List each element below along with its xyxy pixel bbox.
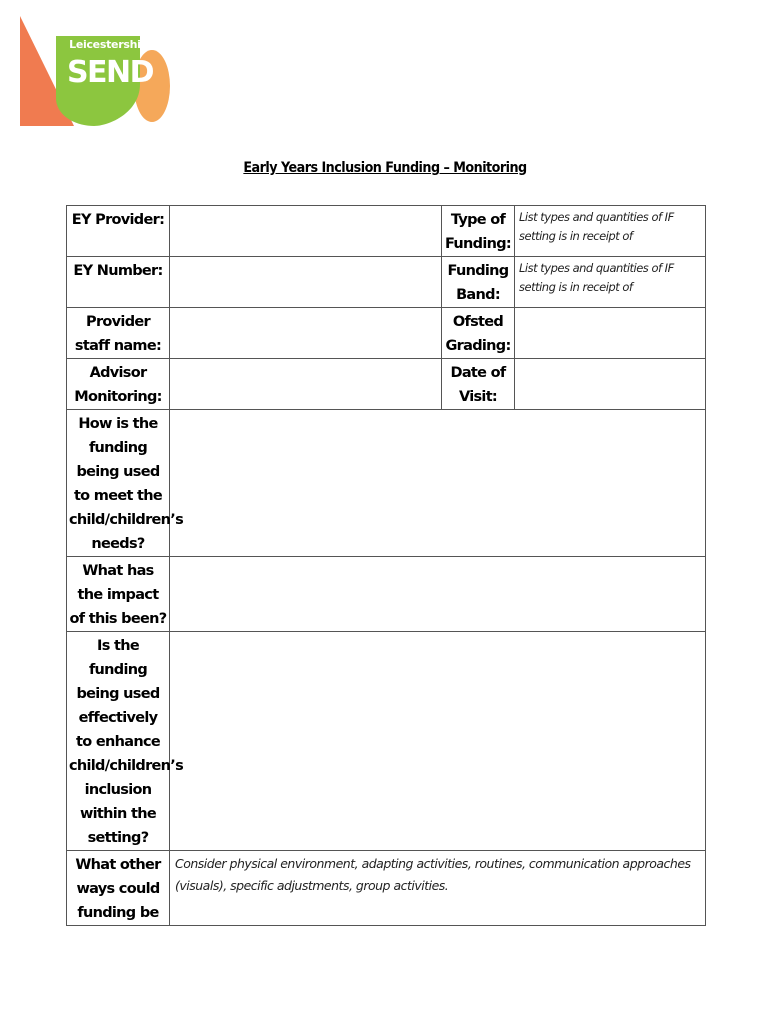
form-row — [67, 359, 706, 410]
provider-staff-field[interactable] — [170, 308, 442, 359]
logo-text-leicestershire: Leicestershire — [69, 38, 153, 51]
form-row — [67, 206, 706, 257]
form-row — [67, 308, 706, 359]
ey-number-label: EY Number: — [67, 257, 170, 308]
inclusion-answer[interactable] — [170, 632, 706, 851]
funding-band-field[interactable]: List types and quantities of IF setting is in receipt of — [515, 257, 706, 308]
funding-band-label: Funding Band: — [442, 257, 515, 308]
other-ways-answer[interactable]: Consider physical environment, adapting activities, routines, communication approaches (visuals), specific adjustments, group activities. — [170, 851, 706, 926]
ey-provider-field[interactable] — [170, 206, 442, 257]
document-title: Early Years Inclusion Funding – Monitoring — [243, 160, 527, 176]
inclusion-question: Is the funding being used effectively to enhance child/children’s inclusion within the setting? — [67, 632, 170, 851]
date-of-visit-label: Date of Visit: — [442, 359, 515, 410]
form-row — [67, 257, 706, 308]
type-of-funding-field[interactable]: List types and quantities of IF setting is in receipt of — [515, 206, 706, 257]
form-row — [67, 410, 706, 557]
funding-use-answer[interactable] — [170, 410, 706, 557]
monitoring-form-table — [66, 205, 706, 926]
impact-question: What has the impact of this been? — [67, 557, 170, 632]
provider-staff-label: Provider staff name: — [67, 308, 170, 359]
advisor-monitoring-field[interactable] — [170, 359, 442, 410]
type-of-funding-label: Type of Funding: — [442, 206, 515, 257]
impact-answer[interactable] — [170, 557, 706, 632]
ofsted-grading-field[interactable] — [515, 308, 706, 359]
advisor-monitoring-label: Advisor Monitoring: — [67, 359, 170, 410]
date-of-visit-field[interactable] — [515, 359, 706, 410]
form-row — [67, 632, 706, 851]
logo-text-send: SEND — [66, 55, 154, 90]
funding-use-question: How is the funding being used to meet the child/children’s needs? — [67, 410, 170, 557]
ey-provider-label: EY Provider: — [67, 206, 170, 257]
other-ways-question: What other ways could funding be — [67, 851, 170, 926]
form-row — [67, 557, 706, 632]
leicestershire-send-logo — [18, 14, 174, 130]
ofsted-grading-label: Ofsted Grading: — [442, 308, 515, 359]
ey-number-field[interactable] — [170, 257, 442, 308]
form-row — [67, 851, 706, 926]
